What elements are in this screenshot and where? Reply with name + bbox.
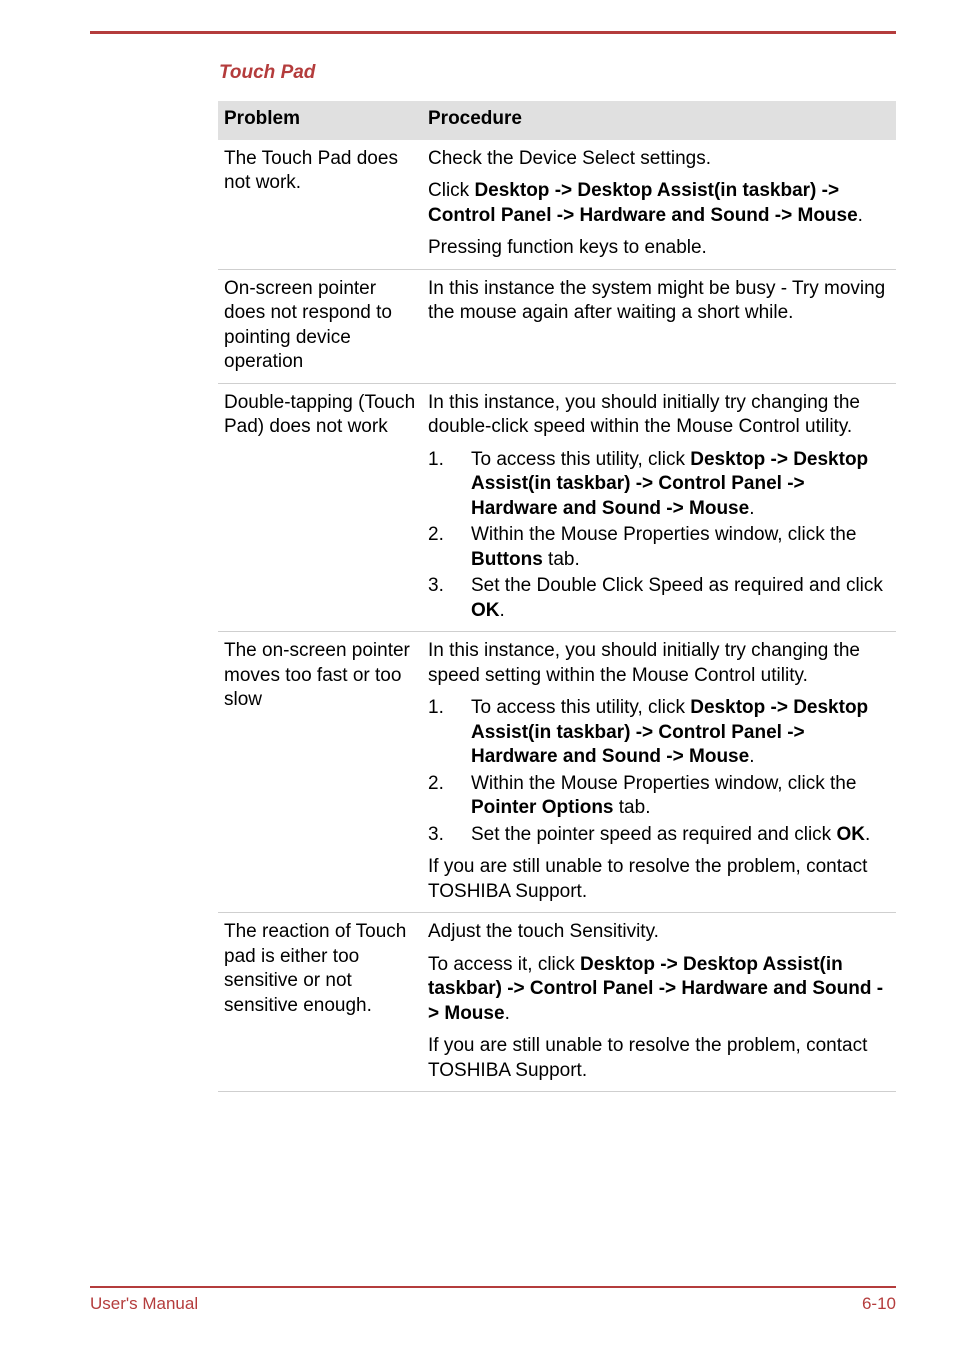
menu-path: Desktop -> Desktop Assist(in taskbar) -> Control Panel -> Hardware and Sound -> Mouse <box>428 953 884 1024</box>
ui-term: Buttons <box>471 548 543 570</box>
text-run: Click <box>428 180 475 201</box>
ui-term: Pointer Options <box>471 797 614 818</box>
section-title: Touch Pad <box>219 62 316 83</box>
text-run: . <box>857 204 863 226</box>
problem-cell: The Touch Pad does not work. <box>218 140 422 270</box>
procedure-cell <box>422 632 896 913</box>
procedure-text <box>428 953 890 1027</box>
steps-list <box>428 696 890 847</box>
problem-cell: The on-screen pointer moves too fast or too slow <box>218 632 422 913</box>
list-item <box>428 523 890 572</box>
table-row <box>218 632 896 913</box>
problem-cell: Double-tapping (Touch Pad) does not work <box>218 383 422 632</box>
step-number: 1. <box>428 697 444 718</box>
procedure-text <box>428 179 890 228</box>
header-procedure: Procedure <box>422 101 896 140</box>
bottom-rule <box>90 1286 896 1288</box>
procedure-text: If you are still unable to resolve the problem, contact TOSHIBA Support. <box>428 1035 868 1081</box>
list-item <box>428 448 890 522</box>
ui-term: OK <box>836 823 865 845</box>
text-run: . <box>864 823 871 845</box>
procedure-cell <box>422 383 896 632</box>
text-run: . <box>504 1002 510 1024</box>
text-run: . <box>749 497 755 519</box>
step-text <box>471 823 890 848</box>
text-run: Within the Mouse Properties window, click the <box>471 524 857 545</box>
text-run: tab. <box>613 797 651 818</box>
text-run: To access this utility, click <box>471 448 691 470</box>
problem-cell: On-screen pointer does not respond to pointing device operation <box>218 269 422 383</box>
troubleshooting-table <box>218 101 896 1092</box>
procedure-text: In this instance, you should initially try changing the double-click speed within the Mouse Control utility. <box>428 391 860 437</box>
step-number: 3. <box>428 823 444 845</box>
procedure-cell <box>422 269 896 383</box>
table-row <box>218 140 896 270</box>
text-run: . <box>499 599 505 621</box>
menu-path: Desktop -> Desktop Assist(in taskbar) -> Control Panel -> Hardware and Sound -> Mouse <box>428 180 858 226</box>
steps-list <box>428 448 890 624</box>
footer-manual-title: User's Manual <box>90 1294 199 1313</box>
step-text <box>471 448 890 522</box>
top-rule <box>90 31 896 34</box>
text-run: . <box>749 746 755 767</box>
procedure-text: Check the Device Select settings. <box>428 147 712 169</box>
text-run: Set the Double Click Speed as required and click <box>471 575 883 596</box>
list-item <box>428 823 890 848</box>
step-number: 1. <box>428 448 444 470</box>
procedure-cell <box>422 913 896 1092</box>
text-run: tab. <box>542 548 580 570</box>
text-run: To access it, click <box>428 953 581 975</box>
text-run: Set the pointer speed as required and click <box>471 823 837 845</box>
text-run: Within the Mouse Properties window, click the <box>471 772 857 794</box>
problem-cell: The reaction of Touch pad is either too sensitive or not sensitive enough. <box>218 913 422 1092</box>
list-item <box>428 772 890 821</box>
step-number: 2. <box>428 524 444 545</box>
list-item <box>428 574 890 623</box>
step-text <box>471 523 890 572</box>
step-text <box>471 696 890 770</box>
step-text <box>471 574 890 623</box>
step-text <box>471 772 890 821</box>
ui-term: OK <box>471 599 500 621</box>
header-problem: Problem <box>218 101 422 140</box>
step-number: 3. <box>428 575 444 596</box>
table-row <box>218 913 896 1092</box>
procedure-text: In this instance, you should initially try changing the speed setting within the Mouse Control utility. <box>428 640 860 686</box>
procedure-cell <box>422 140 896 270</box>
procedure-text: Adjust the touch Sensitivity. <box>428 921 659 942</box>
list-item <box>428 696 890 770</box>
step-number: 2. <box>428 772 444 794</box>
procedure-text: If you are still unable to resolve the problem, contact TOSHIBA Support. <box>428 856 868 902</box>
menu-path: Desktop -> Desktop Assist(in taskbar) -> Control Panel -> Hardware and Sound -> Mouse <box>471 697 869 767</box>
procedure-text: Pressing function keys to enable. <box>428 237 707 258</box>
footer-page-number: 6-10 <box>861 1294 896 1313</box>
table-row <box>218 383 896 632</box>
table-row <box>218 269 896 383</box>
menu-path: Desktop -> Desktop Assist(in taskbar) -> Control Panel -> Hardware and Sound -> Mouse <box>471 448 869 519</box>
text-run: To access this utility, click <box>471 697 691 718</box>
table-header-row <box>218 101 896 140</box>
procedure-text: In this instance the system might be busy - Try moving the mouse again after waiting a short while. <box>428 277 886 323</box>
